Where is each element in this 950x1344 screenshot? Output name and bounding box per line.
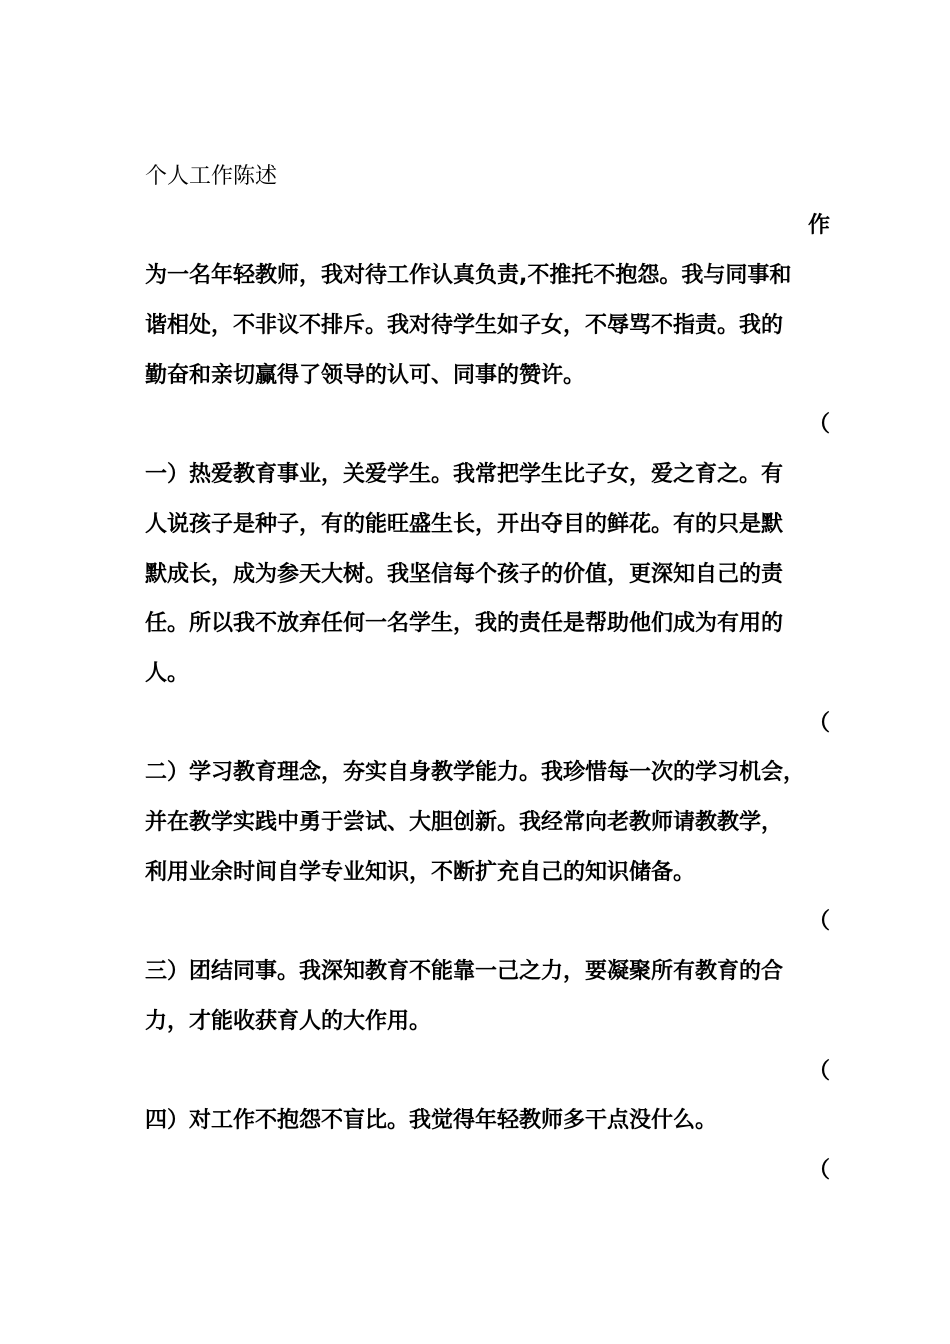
paragraph-line: 人。 [145, 661, 190, 686]
paragraph-line: 为一名年轻教师，我对待工作认真负责,不推托不抱怨。我与同事和 [145, 263, 792, 288]
paragraph-start-mark: （ [807, 1158, 830, 1183]
paragraph-line: 力，才能收获育人的大作用。 [145, 1009, 432, 1034]
paragraph-line: 人说孩子是种子，有的能旺盛生长，开出夺目的鲜花。有的只是默 [145, 512, 784, 537]
paragraph-line: 一）热爱教育事业，关爱学生。我常把学生比子女，爱之育之。有 [145, 462, 784, 487]
paragraph-start-mark: （ [807, 711, 830, 736]
paragraph-line: 四）对工作不抱怨不盲比。我觉得年轻教师多干点没什么。 [145, 1108, 718, 1133]
paragraph-line: 勤奋和亲切赢得了领导的认可、同事的赞许。 [145, 363, 586, 388]
paragraph-line: 利用业余时间自学专业知识，不断扩充自己的知识储备。 [145, 860, 696, 885]
paragraph-line: 任。所以我不放弃任何一名学生，我的责任是帮助他们成为有用的 [145, 611, 784, 636]
document-title: 个人工作陈述 [145, 164, 278, 189]
paragraph-line: 二）学习教育理念，夯实自身教学能力。我珍惜每一次的学习机会， [145, 760, 806, 785]
paragraph-line: 默成长，成为参天大树。我坚信每个孩子的价值，更深知自己的责 [145, 562, 784, 587]
paragraph-line: 三）团结同事。我深知教育不能靠一己之力，要凝聚所有教育的合 [145, 959, 784, 984]
paragraph-line: 谐相处，不非议不排斥。我对待学生如子女，不辱骂不指责。我的 [145, 313, 784, 338]
paragraph-start-mark: 作 [807, 213, 830, 238]
paragraph-start-mark: （ [807, 1059, 830, 1084]
paragraph-line: 并在教学实践中勇于尝试、大胆创新。我经常向老教师请教教学， [145, 810, 784, 835]
paragraph-start-mark: （ [807, 909, 830, 934]
paragraph-start-mark: （ [807, 412, 830, 437]
